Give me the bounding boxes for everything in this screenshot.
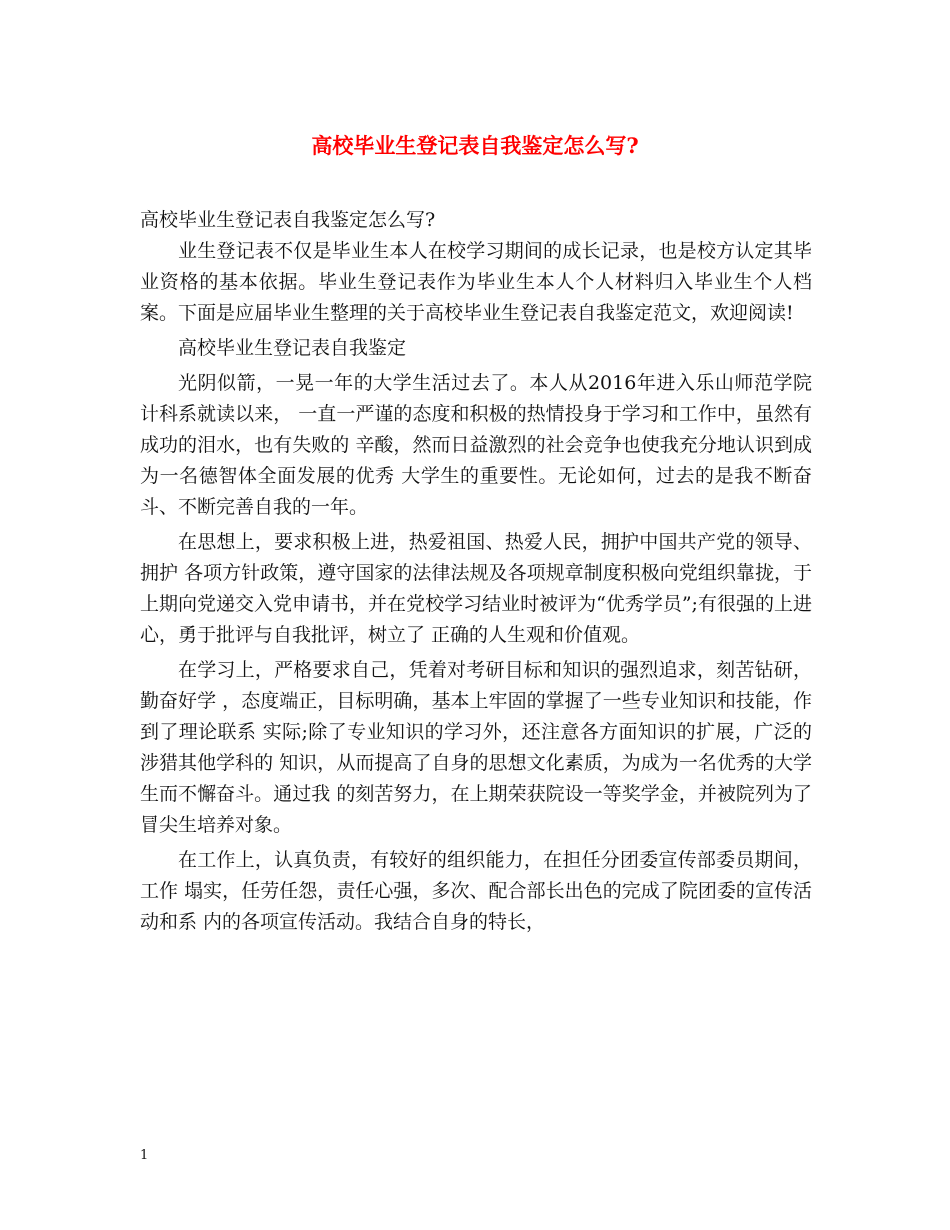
paragraph-work: 在工作上，认真负责，有较好的组织能力，在担任分团委宣传部委员期间，工作 塌实，任劳任怨，责任心强，多次、配合部长出色的完成了院团委的宣传活动和系 内的各项宣传活动。我结合自身的特长，: [140, 849, 812, 933]
paragraph-intro: 业生登记表不仅是毕业生本人在校学习期间的成长记录，也是校方认定其毕业资格的基本依据。毕业生登记表作为毕业生本人个人材料归入毕业生个人档案。下面是应届毕业生整理的关于高校毕业生登记表自我鉴定范文，欢迎阅读!: [140, 240, 812, 324]
paragraph-overview: 光阴似箭，一晃一年的大学生活过去了。本人从2016年进入乐山师范学院计科系就读以来， 一直一严谨的态度和积极的热情投身于学习和工作中，虽然有成功的泪水，也有失败的 辛酸，然而日益激烈的社会竞争也使我充分地认识到成为一名德智体全面发展的优秀 大学生的重要性。无论如何，过去的是我不断奋斗、不断完善自我的一年。: [140, 372, 812, 518]
paragraph-ideology: 在思想上，要求积极上进，热爱祖国、热爱人民，拥护中国共产党的领导、拥护 各项方针政策，遵守国家的法律法规及各项规章制度积极向党组织靠拢，于上期向党递交入党申请书，并在党校学习结业时被评为“优秀学员”;有很强的上进心，勇于批评与自我批评，树立了 正确的人生观和价值观。: [140, 531, 812, 646]
paragraph-heading-repeat: 高校毕业生登记表自我鉴定怎么写?: [140, 209, 436, 231]
paragraph-study: 在学习上，严格要求自己，凭着对考研目标和知识的强烈追求，刻苦钻研，勤奋好学 ，态度端正，目标明确，基本上牢固的掌握了一些专业知识和技能，作到了理论联系 实际;除了专业知识的学习外，还注意各方面知识的扩展，广泛的涉猎其他学科的 知识，从而提高了自身的思想文化素质，为成为一名优秀的大学生而不懈奋斗。通过我 的刻苦努力，在上期荣获院设一等奖学金，并被院列为了冒尖生培养对象。: [140, 659, 812, 836]
section-heading: 高校毕业生登记表自我鉴定: [178, 337, 407, 359]
document-body: [140, 205, 812, 942]
page-number: 1: [140, 1148, 149, 1163]
document-title: 高校毕业生登记表自我鉴定怎么写?: [311, 133, 639, 158]
